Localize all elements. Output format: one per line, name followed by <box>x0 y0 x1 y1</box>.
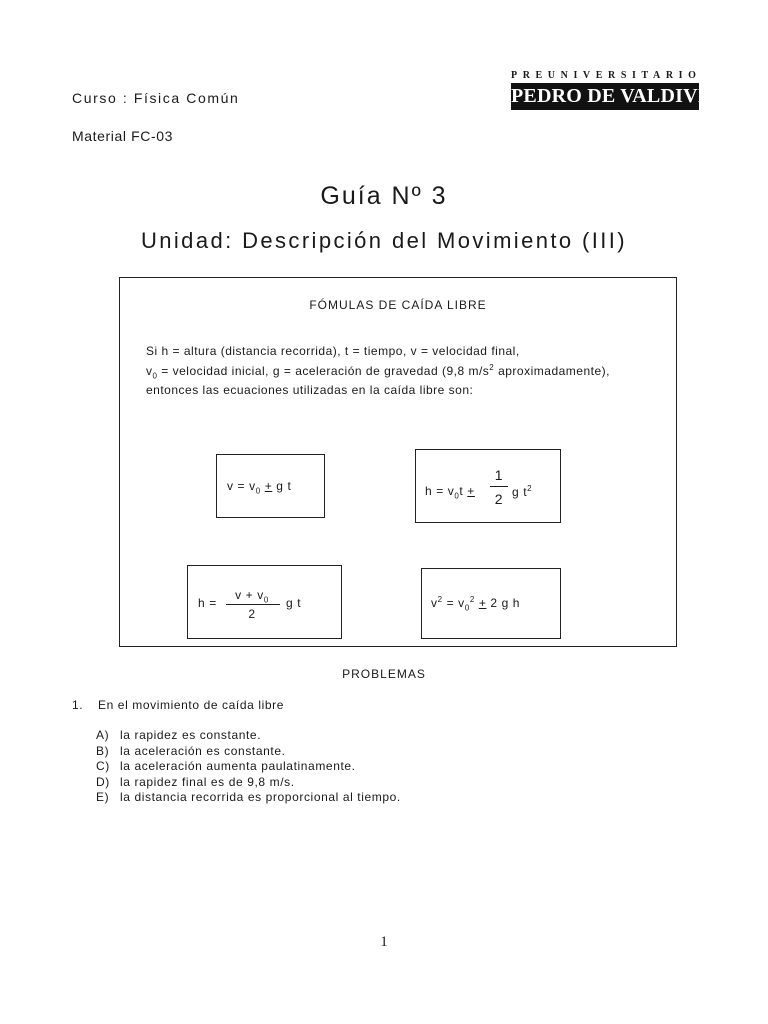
intro-line-2: $v_0$ = velocidad inicial, g = aceleración de gravedad (9,8 $m/s^2$ aproximadamente), <box>146 362 610 380</box>
page-subtitle: Unidad: Descripción del Movimiento (III) <box>140 228 628 253</box>
material-label: Material FC-03 <box>72 128 173 144</box>
page-number: 1 <box>380 934 388 950</box>
course-label: Curso : Física Común <box>72 90 240 106</box>
formula-final-velocity: $v = v_0 + g$ t <box>216 454 325 518</box>
formulas-intro <box>146 344 676 399</box>
formulas-heading: FÓMULAS DE CAÍDA LIBRE <box>309 298 487 312</box>
logo-main-text: PEDRO DE VALDIVIA <box>511 83 699 110</box>
question-text: En el movimiento de caída libre <box>98 698 285 712</box>
logo-top-text: PREUNIVERSITARIO <box>511 70 702 81</box>
fraction-denominator: 2 <box>494 491 504 507</box>
formula-height-average: h = $v + v_0$ 2 g t <box>187 565 342 639</box>
formula-velocity-squared: $v^2 = v_0^2 + 2$ g h <box>421 568 561 639</box>
formula-height: $h = v_0t$ + 1 2 g $t^2$ <box>415 449 561 523</box>
page-title: Guía Nº 3 <box>320 182 448 210</box>
list-item: B) la aceleración es constante. <box>96 743 286 758</box>
question-number: 1. <box>72 698 84 712</box>
intro-line-3: entonces las ecuaciones utilizadas en la caída libre son: <box>146 383 474 398</box>
fraction-numerator: 1 <box>494 467 504 483</box>
institution-logo <box>511 70 721 110</box>
list-item: C) la aceleración aumenta paulatinamente. <box>96 759 356 773</box>
list-item: E) la distancia recorrida es proporcional al tiempo. <box>96 790 401 804</box>
problems-heading: PROBLEMAS <box>342 667 426 681</box>
list-item: D) la rapidez final es de 9,8 m/s. <box>96 774 295 789</box>
list-item: A) la rapidez es constante. <box>96 728 262 742</box>
intro-line-1: Si h = altura (distancia recorrida), t = tiempo, v = velocidad final, <box>146 344 520 358</box>
answer-options <box>96 728 401 806</box>
